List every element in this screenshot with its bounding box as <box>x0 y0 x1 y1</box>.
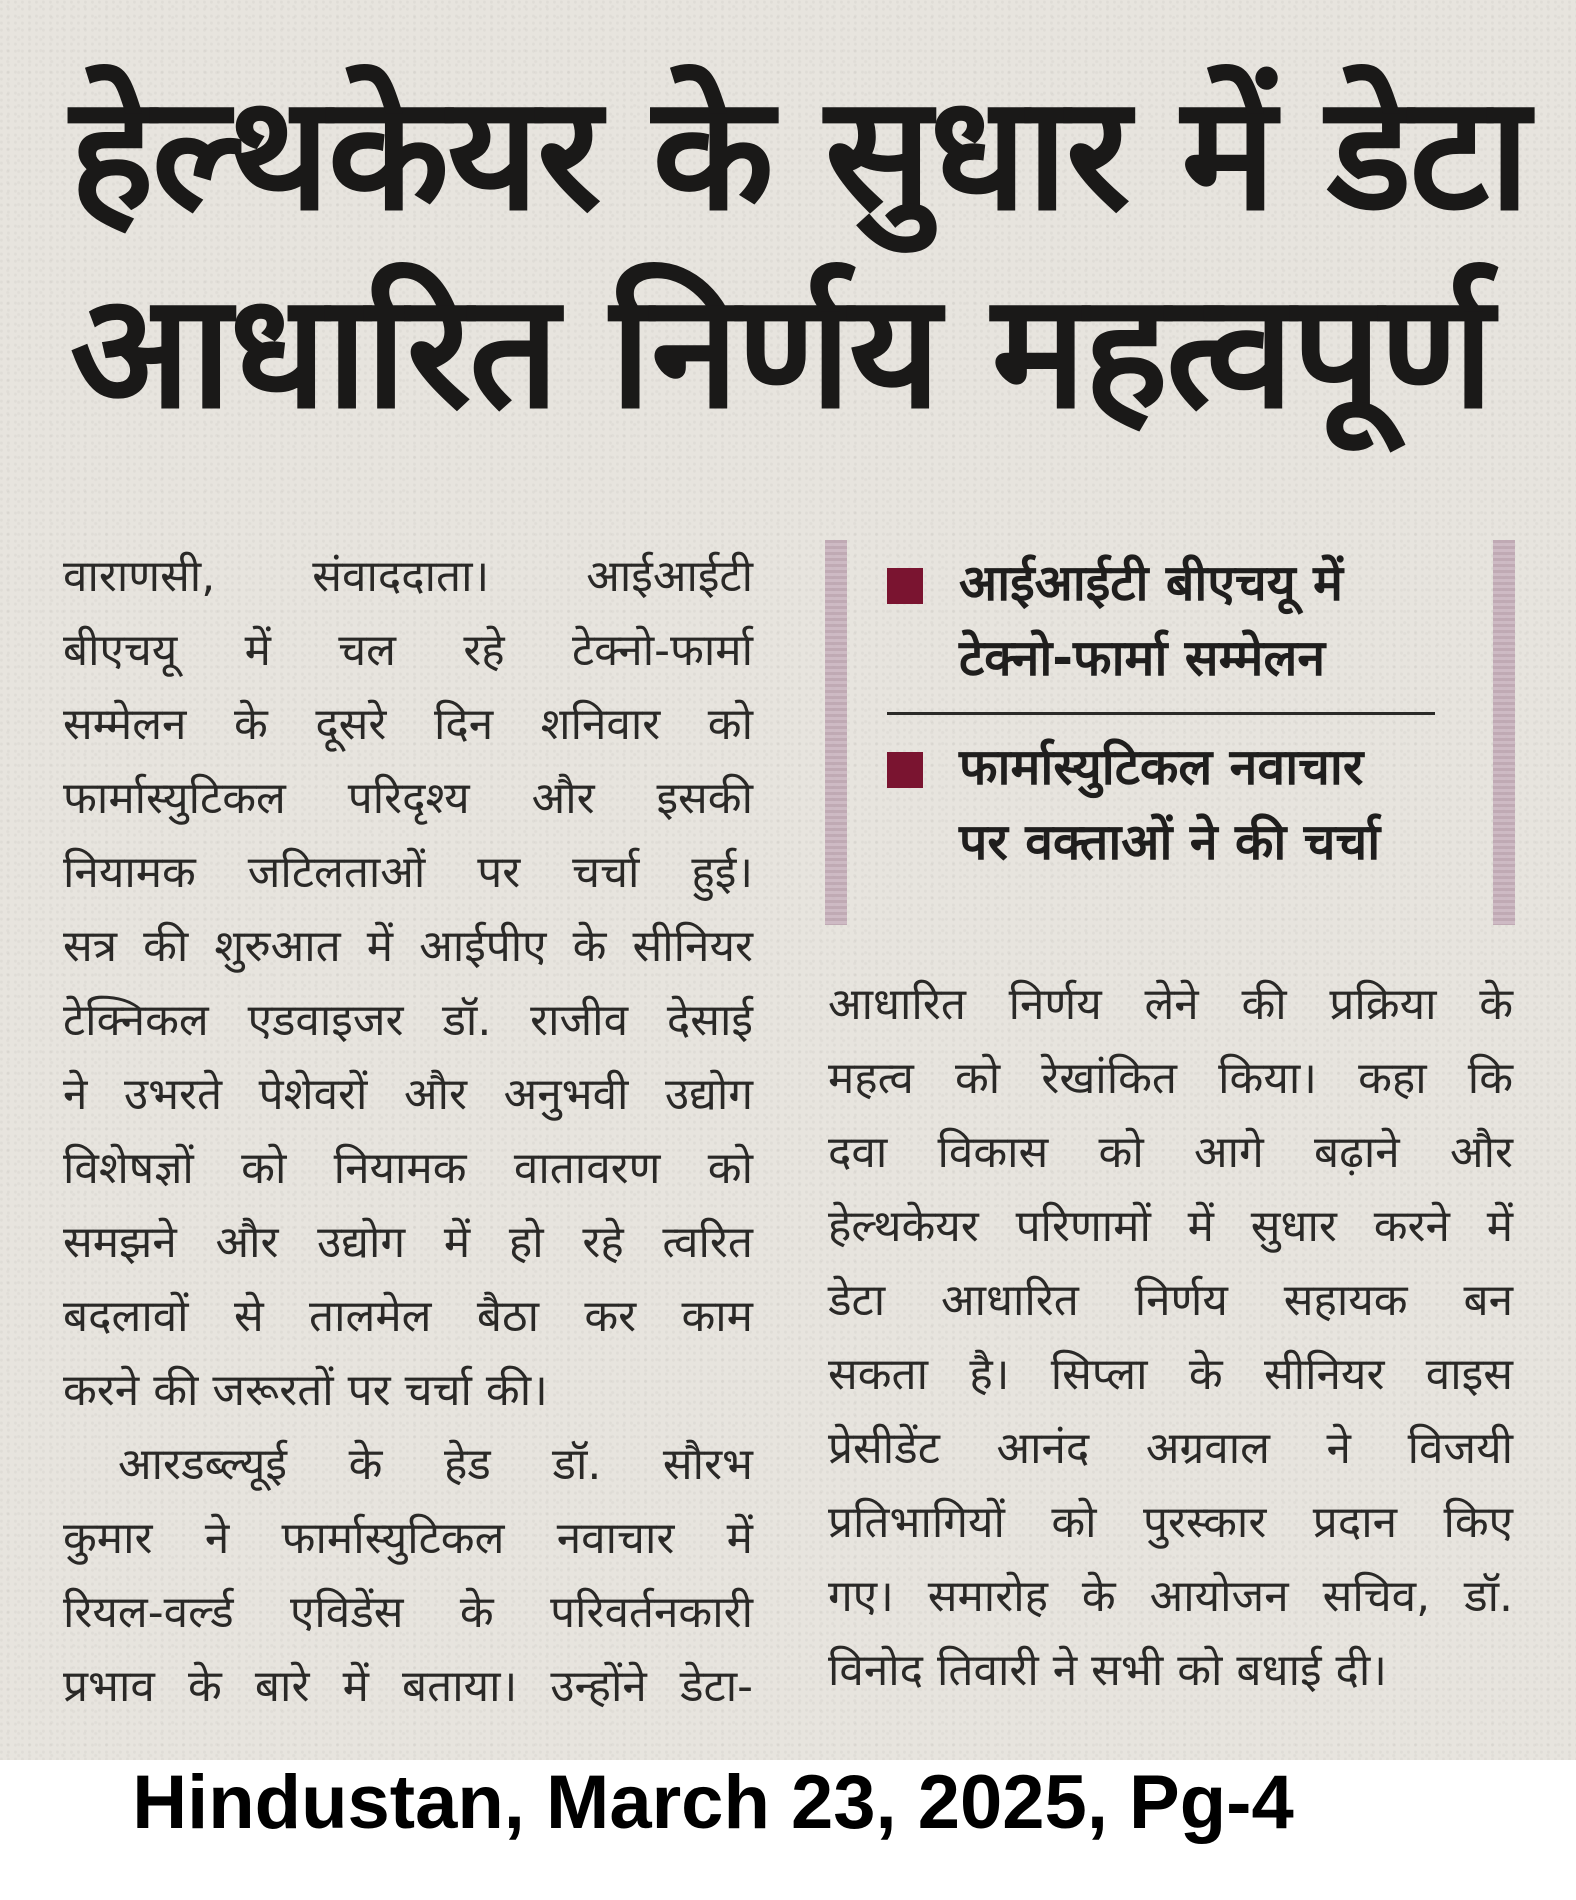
article-right-column <box>828 968 1513 1708</box>
article-line: कुमार ने फार्मास्युटिकल नवाचार में <box>63 1513 753 1564</box>
article-line: सत्र की शुरुआत में आईपीए के सीनियर <box>63 921 753 972</box>
article-line: टेक्निकल एडवाइजर डॉ. राजीव देसाई <box>63 995 753 1046</box>
article-line: दवा विकास को आगे बढ़ाने और <box>828 1127 1513 1178</box>
article-line: रियल-वर्ल्ड एविडेंस के परिवर्तनकारी <box>63 1587 753 1638</box>
square-bullet-icon <box>887 752 923 788</box>
source-caption: Hindustan, March 23, 2025, Pg-4 <box>132 1760 1294 1845</box>
article-line: नियामक जटिलताओं पर चर्चा हुई। <box>63 847 753 898</box>
article-line: सम्मेलन के दूसरे दिन शनिवार को <box>63 699 753 750</box>
article-line: ने उभरते पेशेवरों और अनुभवी उद्योग <box>63 1069 753 1120</box>
article-line: प्रेसीडेंट आनंद अग्रवाल ने विजयी <box>828 1423 1513 1474</box>
highlight-line: फार्मास्युटिकल नवाचार <box>959 738 1364 796</box>
headline-line-2: आधारित निर्णय महत्वपूर्ण <box>70 260 1492 444</box>
article-line: गए। समारोह के आयोजन सचिव, डॉ. <box>828 1571 1513 1622</box>
article-line: आरडब्ल्यूई के हेड डॉ. सौरभ <box>118 1439 753 1490</box>
article-line: करने की जरूरतों पर चर्चा की। <box>63 1365 548 1416</box>
article-line: समझने और उद्योग में हो रहे त्वरित <box>63 1217 753 1268</box>
highlight-line: टेक्नो-फार्मा सम्मेलन <box>959 629 1326 687</box>
article-line: विशेषज्ञों को नियामक वातावरण को <box>63 1143 753 1194</box>
article-line: महत्व को रेखांकित किया। कहा कि <box>828 1053 1513 1104</box>
headline <box>70 55 1528 451</box>
article-line: बदलावों से तालमेल बैठा कर काम <box>63 1291 753 1342</box>
highlight-line: पर वक्ताओं ने की चर्चा <box>959 813 1381 871</box>
highlight-divider <box>887 712 1435 715</box>
highlight-box <box>825 540 1515 925</box>
article-line: हेल्थकेयर परिणामों में सुधार करने में <box>828 1201 1513 1252</box>
highlight-line: आईआईटी बीएचयू में <box>959 554 1344 612</box>
article-line: आधारित निर्णय लेने की प्रक्रिया के <box>828 979 1513 1030</box>
highlight-item <box>887 546 1487 696</box>
article-line: विनोद तिवारी ने सभी को बधाई दी। <box>828 1645 1387 1696</box>
article-left-column <box>63 540 753 1724</box>
article-line: फार्मास्युटिकल परिदृश्य और इसकी <box>63 773 753 824</box>
highlight-item <box>887 730 1487 880</box>
highlight-box-right-edge <box>1493 540 1515 925</box>
article-line: बीएचयू में चल रहे टेक्नो-फार्मा <box>63 625 753 676</box>
article-line: डेटा आधारित निर्णय सहायक बन <box>828 1275 1513 1326</box>
square-bullet-icon <box>887 568 923 604</box>
article-line: प्रतिभागियों को पुरस्कार प्रदान किए <box>828 1497 1513 1548</box>
highlight-box-left-edge <box>825 540 847 925</box>
article-line: प्रभाव के बारे में बताया। उन्होंने डेटा- <box>63 1661 753 1712</box>
headline-line-1: हेल्थकेयर के सुधार में डेटा <box>70 62 1528 246</box>
article-line: सकता है। सिप्ला के सीनियर वाइस <box>828 1349 1513 1400</box>
article-line: वाराणसी, संवाददाता। आईआईटी <box>63 551 753 602</box>
